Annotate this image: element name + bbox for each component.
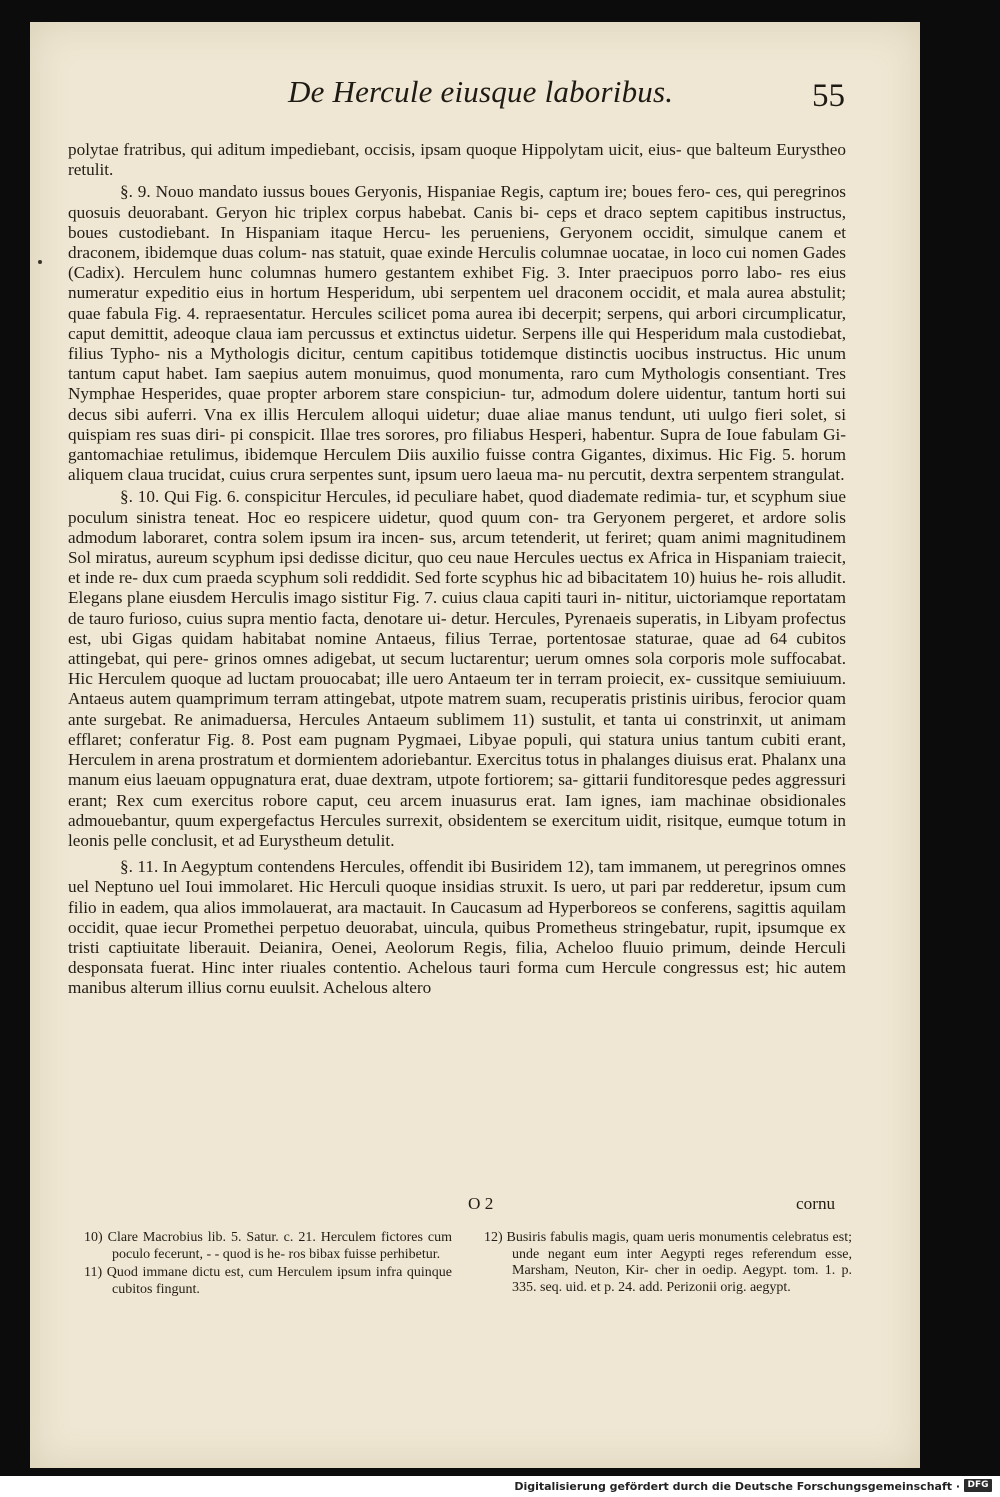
section-11: §. 11. In Aegyptum contendens Hercules, offendit ibi Busiridem 12), tam immanem, ut peregrinos omnes uel Neptuno uel Ioui immolaret. Hic Herculi quoque insidias struxit. Is uero, ut pari par redderetur, ipsum cum filio in eadem, qua alios immolauerat, ara mactauit. In Caucasum ad Hyperboreos se conferens, sagittis aquilam occidit, quae iecur Promethei perpetuo deuorabat, uincula, quibus Prometheus stringebatur, rupit, ipsumque ex tristi captiuitate liberauit. Deianira, Oenei, Aeolorum Regis, filia, Acheloo fluuio primum, deinde Herculi desponsata fuerat. Hinc inter riuales contentio. Achelous tauri forma cum Hercule congressus est; hic autem manibus alterum illius cornu euulsit. Achelous altero bbox=[68, 857, 846, 998]
paragraph-continuation: polytae fratribus, qui aditum impediebant, occisis, ipsam quoque Hippolytam uicit, eius- que balteum Eurystheo retulit. bbox=[68, 140, 846, 180]
footnotes-left-column bbox=[84, 1230, 452, 1300]
page-number: 55 bbox=[812, 78, 845, 114]
running-title: De Hercule eiusque laboribus. bbox=[288, 74, 674, 109]
footnotes bbox=[84, 1230, 852, 1300]
book-page bbox=[30, 22, 920, 1468]
footer-bar bbox=[0, 1476, 1000, 1497]
margin-mark bbox=[38, 260, 42, 264]
body-text bbox=[68, 140, 846, 1001]
dfg-logo-icon: DFG bbox=[964, 1479, 992, 1492]
signature-mark: O 2 bbox=[468, 1194, 494, 1213]
footnote-11: 11) Quod immane dictu est, cum Herculem ipsum infra quinque cubitos fingunt. bbox=[84, 1265, 452, 1297]
catchword: cornu bbox=[796, 1194, 836, 1213]
section-10: §. 10. Qui Fig. 6. conspicitur Hercules, id peculiare habet, quod diademate redimia- tur, et scyphum siue poculum sinistra teneat. Hoc eo respicere uidetur, quod quum con- tra Geryonem pergeret, et ardore solis admodum laboraret, contra solem ipsum ira incen- sus, arcum tetenderit, ut feriret; quam animi magnitudinem Sol miratus, aureum scyphum ipsi dedisse dicitur, quo ceu naue Hercules uectus ex Africa in Hispaniam traiecit, et inde re- dux cum praeda scyphum soli reddidit. Sed forte scyphus hic ad bibacitatem 10) huius he- rois alludit. Elegans plane eiusdem Herculis imago sistitur Fig. 7. cuius claua capiti tauri in- nititur, uictoriamque reportatam de tauro furioso, cuius supra mentio facta, denotare ui- detur. Hercules, Pyrenaeis superatis, in Libyam profectus est, ubi Gigas quidam habitabat nomine Antaeus, filius Terrae, portentosae staturae, quae ad 64 cubitos attingebat, qui pere- grinos omnes adigebat, ut secum luctarentur; uerum omnes sola corporis mole suffocabat. Hic Herculem quoque ad luctam prouocabat; ille uero Antaeum ter in terram proiecit, ex- cussitque semiuiuum. Antaeus autem quamprimum terram attingebat, utpote matrem suam, recuperatis pristinis uiribus, ferocior quam ante surgebat. Re animaduersa, Hercules Antaeum sublimem 11) sustulit, et tanta ui constrinxit, ut animam efflaret; conferatur Fig. 8. Post eam pugnam Pygmaei, Libyae populi, qui statura unius tantum cubiti erant, Herculem in arena prostratum et dormientem adoriebantur. Exercitus totus in phalanges diuisus erat. Phalanx una manum eius laeuam oppugnatura erat, duae dextram, utpote fortiorem; sa- gittarii funditoresque pedes aggressuri erant; Rex cum exercitus robore caput, ceu arcem inuasurus erat. Iam ignes, iam machinae obsidionales admouebantur, quum expergefactus Hercules surrexit, obsidentem se exercitum uidit, risitque, eumque totum in leonis pelle conclusit, et ad Eurystheum detulit. bbox=[68, 487, 846, 850]
page-header bbox=[30, 72, 920, 122]
footnote-10: 10) Clare Macrobius lib. 5. Satur. c. 21. Herculem fictores cum poculo fecerunt, - - quod is he- ros bibax fuisse perhibetur. bbox=[84, 1230, 452, 1262]
footnotes-right-column bbox=[484, 1230, 852, 1300]
footnote-12: 12) Busiris fabulis magis, quam ueris monumentis celebratus est; unde negant eum inter Aegypti reges referendum esse, Marsham, Neuton, Kir- cher in oedip. Aegypt. tom. 1. p. 335. seq. uid. et p. 24. add. Perizonii orig. aegypt. bbox=[484, 1230, 852, 1295]
section-9: §. 9. Nouo mandato iussus boues Geryonis, Hispaniae Regis, captum ire; boues fero- ces, qui peregrinos quosuis deuorabant. Geryon hic triplex corpus habebat. Canis bi- ceps et draco septem capitibus instructus, boues custodiebant. In Hispaniam itaque Hercu- les perueniens, Geryonem occidit, simulque canem et draconem, ibidemque duas colum- nas statuit, quae exinde Herculis columnae uocatae, in loco cui nomen Gades (Cadix). Herculem hunc columnas humero gestantem exhibet Fig. 3. Inter praecipuos porro labo- res eius numeratur expeditio eius in hortum Hesperidum, ubi serpentem uel draconem occidit, et mala aurea abstulit; quae fabula Fig. 4. repraesentatur. Hercules scilicet poma aurea ibi decerpit; serpens, qui arbori circumplicatur, caput demittit, adeoque claua iam percussus et extinctus uidetur. Serpens ille qui Hesperidum mala custodiebat, filius Typho- nis a Mythologis dicitur, centum capitibus totidemque distinctis uocibus instructus. Hic unum tantum caput habet. Iam saepius autem monuimus, quod monumenta, raro cum Mythologis consentiant. Tres Nymphae Hesperides, quae propter arborem stare conspiciun- tur, admodum dolere uidentur, tantum horti sui decus sibi auferri. Vna ex illis Herculem alloqui uidetur; duae aliae manus tendunt, uti uulgo fieri solet, si quispiam res suas diri- pi conspicit. Illae tres sorores, pro filiabus Hesperi, habentur. Supra de Ioue fabulam Gi- gantomachiae retulimus, ibidemque Herculem Diis auxilio fuisse contra Gigantes, diximus. Hic Fig. 5. horum aliquem claua trucidat, cuius crura serpentes sunt, ipsum uero laeua ma- nu percutit, dextra serpentem strangulat. bbox=[68, 182, 846, 485]
funding-credit: Digitalisierung gefördert durch die Deutsche Forschungsgemeinschaft · bbox=[514, 1480, 960, 1493]
